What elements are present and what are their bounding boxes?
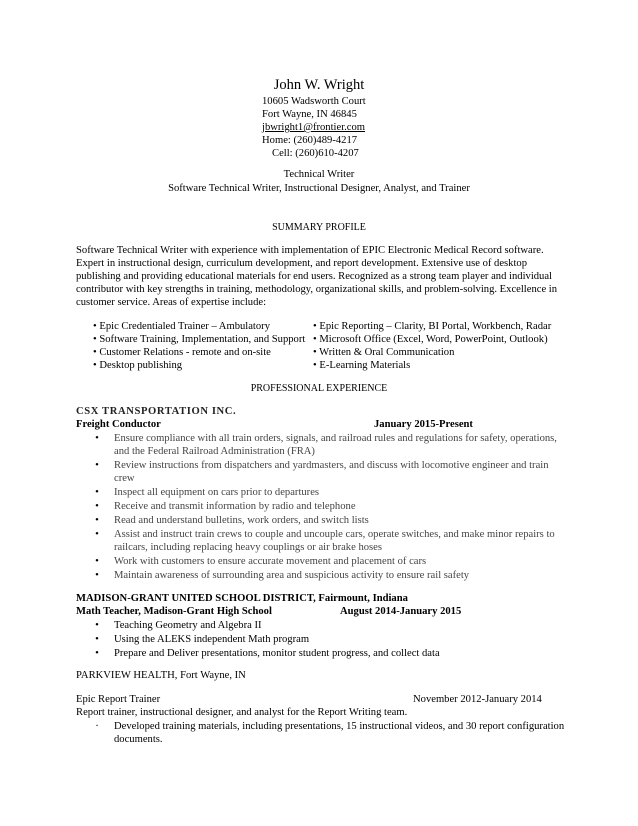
list-item-line: Developed training materials, including presentations, 15 instructional videos, and 30 report configuration bbox=[114, 721, 565, 732]
list-item-line: documents. bbox=[114, 734, 163, 745]
company-name: PARKVIEW HEALTH, Fort Wayne, IN bbox=[76, 670, 246, 681]
role-dates: August 2014-January 2015 bbox=[340, 606, 462, 617]
role-dates: November 2012-January 2014 bbox=[413, 694, 542, 705]
skill-item: • Written & Oral Communication bbox=[313, 347, 455, 358]
summary-line: Software Technical Writer with experience with implementation of EPIC Electronic Medical Record software. bbox=[76, 245, 544, 256]
list-item-line: Maintain awareness of surrounding area and suspicious activity to ensure rail safety bbox=[114, 570, 470, 581]
bullet-marker: • bbox=[95, 433, 99, 444]
bullet-marker: • bbox=[95, 620, 99, 631]
summary-line: publishing and providing educational materials for end users. Recognized as a strong team player and individual bbox=[76, 271, 552, 282]
summary-line: contributor with key strengths in training, methodology, organizational skills, and problem-solving. Excellence in bbox=[76, 284, 558, 295]
skill-item: • Epic Credentialed Trainer – Ambulatory bbox=[93, 321, 270, 332]
skill-item: • Customer Relations - remote and on-site bbox=[93, 347, 271, 358]
home-phone: Home: (260)489-4217 bbox=[262, 135, 358, 146]
role-title: Math Teacher, Madison-Grant High School bbox=[76, 606, 272, 617]
summary-line: customer service. Areas of expertise include: bbox=[76, 297, 267, 308]
role-description: Report trainer, instructional designer, and analyst for the Report Writing team. bbox=[76, 707, 408, 718]
list-item-line: Using the ALEKS independent Math program bbox=[114, 634, 310, 645]
role-title: Epic Report Trainer bbox=[76, 694, 161, 705]
cell-phone: Cell: (260)610-4207 bbox=[272, 148, 359, 159]
address-city: Fort Wayne, IN 46845 bbox=[262, 109, 357, 120]
role-dates: January 2015-Present bbox=[374, 419, 473, 430]
email-link[interactable]: jbwright1@frontier.com bbox=[262, 122, 366, 133]
skill-item: • E-Learning Materials bbox=[313, 360, 411, 371]
summary-line: Expert in instructional design, curriculum development, and report development. Extensive use of desktop bbox=[76, 258, 527, 269]
bullet-marker: • bbox=[95, 556, 99, 567]
summary-heading: SUMMARY PROFILE bbox=[272, 222, 366, 233]
company-name: CSX TRANSPORTATION INC. bbox=[76, 406, 237, 417]
bullet-marker: • bbox=[95, 570, 99, 581]
list-item-line: crew bbox=[114, 473, 135, 484]
bullet-marker: • bbox=[95, 634, 99, 645]
bullet-marker: • bbox=[95, 648, 99, 659]
job-subtitle: Software Technical Writer, Instructional Designer, Analyst, and Trainer bbox=[168, 183, 470, 194]
list-item-line: Prepare and Deliver presentations, monitor student progress, and collect data bbox=[114, 648, 440, 659]
list-item-line: Review instructions from dispatchers and yardmasters, and discuss with locomotive engineer and train bbox=[114, 460, 549, 471]
company-name: MADISON-GRANT UNITED SCHOOL DISTRICT, Fairmount, Indiana bbox=[76, 593, 408, 604]
bullet-marker: · bbox=[95, 721, 99, 732]
bullet-marker: • bbox=[95, 529, 99, 540]
bullet-marker: • bbox=[95, 515, 99, 526]
role-title: Freight Conductor bbox=[76, 419, 161, 430]
list-item-line: and the Federal Railroad Administration (FRA) bbox=[114, 446, 315, 457]
list-item-line: Ensure compliance with all train orders, signals, and railroad rules and regulations for safety, operations, bbox=[114, 433, 557, 444]
skill-item: • Software Training, Implementation, and Support bbox=[93, 334, 306, 345]
bullet-marker: • bbox=[95, 501, 99, 512]
candidate-name: John W. Wright bbox=[273, 77, 365, 93]
experience-heading: PROFESSIONAL EXPERIENCE bbox=[250, 383, 388, 394]
address-street: 10605 Wadsworth Court bbox=[262, 96, 366, 107]
bullet-marker: • bbox=[95, 487, 99, 498]
list-item-line: railcars, including replacing heavy couplings or air brake hoses bbox=[114, 542, 382, 553]
list-item-line: Receive and transmit information by radio and telephone bbox=[114, 501, 356, 512]
bullet-marker: • bbox=[95, 460, 99, 471]
skill-item: • Epic Reporting – Clarity, BI Portal, Workbench, Radar bbox=[313, 321, 552, 332]
list-item-line: Work with customers to ensure accurate movement and placement of cars bbox=[114, 556, 427, 567]
list-item-line: Inspect all equipment on cars prior to departures bbox=[114, 487, 320, 498]
skill-item: • Microsoft Office (Excel, Word, PowerPoint, Outlook) bbox=[313, 334, 548, 345]
job-title: Technical Writer bbox=[283, 169, 355, 180]
list-item-line: Teaching Geometry and Algebra II bbox=[114, 620, 262, 631]
list-item-line: Assist and instruct train crews to couple and uncouple cars, operate switches, and make minor repairs to bbox=[114, 529, 555, 540]
skill-item: • Desktop publishing bbox=[93, 360, 183, 371]
list-item-line: Read and understand bulletins, work orders, and switch lists bbox=[114, 515, 369, 526]
